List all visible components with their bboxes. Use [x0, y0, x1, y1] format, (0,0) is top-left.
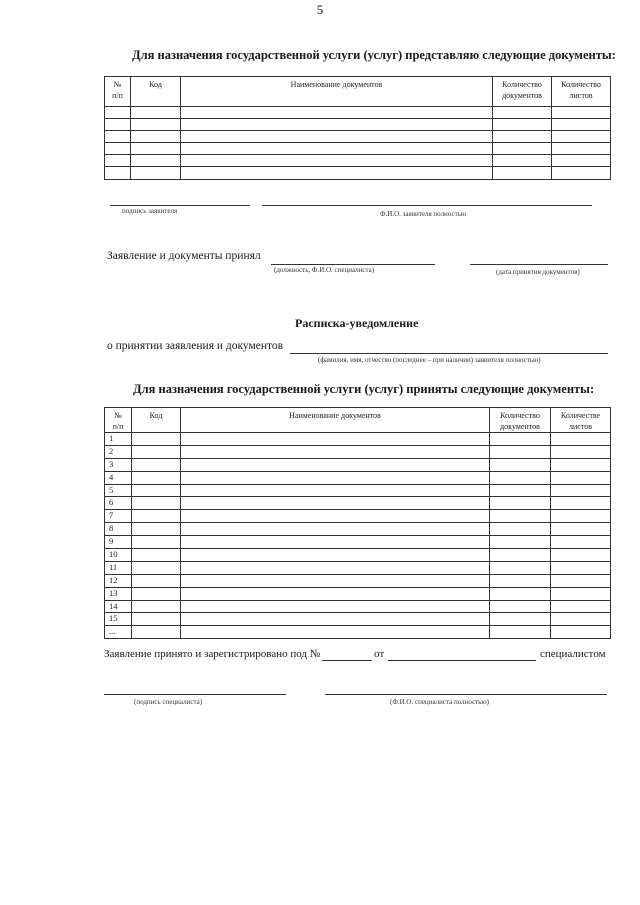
table-row — [105, 107, 611, 119]
registration-specialist-label: специалистом — [540, 648, 606, 660]
col-num-header: № п/п — [105, 408, 132, 433]
table-cell[interactable] — [551, 497, 611, 510]
table-row — [105, 167, 611, 180]
table-cell[interactable] — [132, 561, 181, 574]
table-cell[interactable] — [490, 561, 551, 574]
table-cell[interactable] — [132, 471, 181, 484]
table-cell[interactable] — [181, 574, 490, 587]
col-code-header: Код — [132, 408, 181, 433]
table-cell[interactable] — [181, 523, 490, 536]
table-row — [105, 549, 611, 562]
col-sheets-count-header: Количестве листов — [551, 408, 611, 433]
table-cell[interactable] — [551, 587, 611, 600]
table-row — [105, 458, 611, 471]
row-number: 9 — [105, 536, 132, 549]
table-row — [105, 445, 611, 458]
row-number: 1 — [105, 433, 132, 446]
row-number: 4 — [105, 471, 132, 484]
accepted-date-caption: (дата принятия документов) — [496, 268, 580, 276]
table-cell[interactable] — [490, 626, 551, 639]
registration-label: Заявление принято и зарегистрировано под № — [104, 648, 321, 660]
accepted-by-line[interactable] — [271, 264, 435, 265]
registration-number-line[interactable] — [322, 660, 372, 661]
table-cell[interactable] — [551, 510, 611, 523]
receipt-about-label: о принятии заявления и документов — [107, 340, 284, 352]
table-cell[interactable] — [132, 523, 181, 536]
table-row — [105, 587, 611, 600]
table-cell[interactable] — [551, 626, 611, 639]
table-cell[interactable] — [132, 510, 181, 523]
row-number: 11 — [105, 561, 132, 574]
receipt-applicant-caption: (фамилия, имя, отчество (последнее – при наличии) заявителя полностью) — [318, 356, 541, 364]
table-cell[interactable] — [181, 458, 490, 471]
row-number: 3 — [105, 458, 132, 471]
table-cell[interactable] — [181, 626, 490, 639]
accepted-date-line[interactable] — [470, 264, 608, 265]
col-name-header: Наименование документов — [181, 77, 493, 107]
table-cell[interactable] — [181, 445, 490, 458]
row-number: 10 — [105, 549, 132, 562]
specialist-fio-caption: (Ф.И.О. специалиста полностью) — [390, 698, 489, 706]
receipt-applicant-line[interactable] — [290, 353, 608, 354]
row-number: 14 — [105, 600, 132, 613]
table-row — [105, 523, 611, 536]
table-cell[interactable] — [551, 536, 611, 549]
table-cell[interactable] — [551, 484, 611, 497]
table-cell[interactable] — [490, 600, 551, 613]
table-cell[interactable] — [490, 445, 551, 458]
table-header-row — [105, 408, 611, 433]
table-cell[interactable] — [132, 497, 181, 510]
table-cell[interactable] — [490, 587, 551, 600]
table-cell[interactable] — [132, 433, 181, 446]
row-number: 5 — [105, 484, 132, 497]
table-cell[interactable] — [490, 574, 551, 587]
table-row — [105, 561, 611, 574]
registration-from-label: от — [374, 648, 385, 660]
table-cell[interactable] — [551, 600, 611, 613]
table-cell[interactable] — [490, 471, 551, 484]
table-row — [105, 600, 611, 613]
table-cell[interactable] — [181, 484, 490, 497]
table-cell[interactable] — [181, 510, 490, 523]
table-row — [105, 574, 611, 587]
table-cell[interactable] — [490, 613, 551, 626]
table-row — [105, 497, 611, 510]
table-row — [105, 484, 611, 497]
applicant-fio-line[interactable] — [262, 205, 592, 206]
table-cell[interactable] — [181, 536, 490, 549]
table-cell[interactable] — [490, 433, 551, 446]
row-number: 15 — [105, 613, 132, 626]
specialist-signature-caption: (подпись специалиста) — [134, 698, 203, 706]
table-cell[interactable] — [490, 523, 551, 536]
table-cell[interactable] — [490, 458, 551, 471]
table-cell[interactable] — [132, 626, 181, 639]
page-number: 5 — [316, 2, 324, 17]
table-cell[interactable] — [132, 613, 181, 626]
col-code-header: Код — [131, 77, 181, 107]
applicant-signature-caption: подпись заявителя — [122, 207, 178, 215]
col-name-header: Наименование документов — [181, 408, 490, 433]
applicant-fio-caption: Ф.И.О. заявителя полностью — [380, 210, 467, 218]
table-row — [105, 433, 611, 446]
table-cell[interactable] — [132, 445, 181, 458]
table-cell[interactable] — [181, 613, 490, 626]
row-number: 8 — [105, 523, 132, 536]
row-number: 2 — [105, 445, 132, 458]
table-cell[interactable] — [132, 484, 181, 497]
table-cell[interactable] — [181, 471, 490, 484]
table-cell[interactable] — [490, 497, 551, 510]
table-cell[interactable] — [551, 523, 611, 536]
table-cell[interactable] — [181, 497, 490, 510]
table-cell[interactable] — [132, 587, 181, 600]
table-cell[interactable] — [132, 549, 181, 562]
applicant-signature-line[interactable] — [110, 205, 250, 206]
table-header-row — [105, 77, 611, 107]
table-cell[interactable] — [181, 433, 490, 446]
col-num-header: № п/п — [105, 77, 131, 107]
table-cell[interactable] — [181, 600, 490, 613]
row-number: 7 — [105, 510, 132, 523]
table-cell[interactable] — [181, 549, 490, 562]
table-cell[interactable] — [551, 549, 611, 562]
receipt-title: Расписка-уведомление — [295, 316, 419, 330]
table-cell[interactable] — [132, 574, 181, 587]
table-cell[interactable] — [181, 561, 490, 574]
table-cell[interactable] — [551, 471, 611, 484]
accepted-by-label: Заявление и документы принял — [107, 250, 261, 262]
accepted-by-caption: (должность, Ф.И.О. специалиста) — [274, 266, 375, 274]
registration-date-line[interactable] — [388, 660, 536, 661]
table-row — [105, 626, 611, 639]
table-cell[interactable] — [490, 484, 551, 497]
col-docs-count-header: Количество документов — [493, 77, 552, 107]
table-cell[interactable] — [551, 445, 611, 458]
col-sheets-count-header: Количество листов — [552, 77, 611, 107]
table-cell[interactable] — [551, 574, 611, 587]
table-cell[interactable] — [551, 613, 611, 626]
submitted-documents-table — [104, 76, 611, 180]
table-cell[interactable] — [551, 561, 611, 574]
accepted-documents-rows — [105, 433, 611, 639]
table-cell[interactable] — [551, 433, 611, 446]
section2-heading: Для назначения государственной услуги (услуг) приняты следующие документы: — [133, 382, 595, 396]
table-cell[interactable] — [132, 458, 181, 471]
table-row — [105, 536, 611, 549]
table-cell[interactable] — [490, 536, 551, 549]
table-row — [105, 471, 611, 484]
table-row — [105, 155, 611, 167]
table-cell[interactable] — [490, 510, 551, 523]
section1-heading: Для назначения государственной услуги (услуг) представляю следующие документы: — [132, 48, 616, 62]
accepted-documents-table — [104, 407, 611, 639]
row-number: 12 — [105, 574, 132, 587]
specialist-fio-line[interactable] — [325, 694, 607, 695]
table-row — [105, 131, 611, 143]
table-row — [105, 510, 611, 523]
row-number: 6 — [105, 497, 132, 510]
row-number: ... — [105, 626, 132, 639]
table-row — [105, 119, 611, 131]
table-cell[interactable] — [132, 600, 181, 613]
table-cell[interactable] — [181, 587, 490, 600]
table-cell[interactable] — [551, 458, 611, 471]
row-number: 13 — [105, 587, 132, 600]
specialist-signature-line[interactable] — [104, 694, 286, 695]
table-row — [105, 613, 611, 626]
table-cell[interactable] — [132, 536, 181, 549]
col-docs-count-header: Количество документов — [490, 408, 551, 433]
table-cell[interactable] — [490, 549, 551, 562]
table-row — [105, 143, 611, 155]
